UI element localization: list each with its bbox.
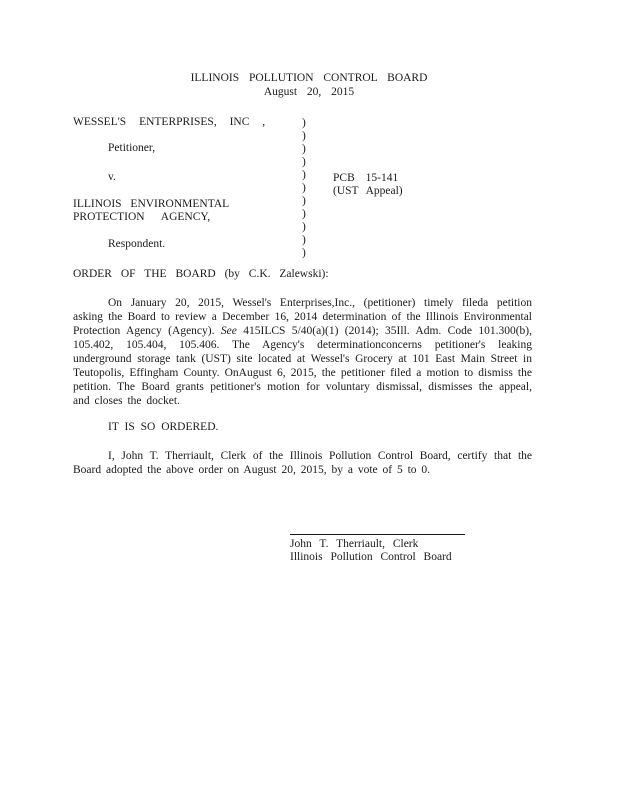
paren: ) — [302, 221, 306, 233]
respondent-role: Respondent. — [108, 238, 166, 250]
board-name: ILLINOIS POLLUTION CONTROL BOARD — [190, 72, 428, 84]
case-type: (UST Appeal) — [333, 185, 403, 197]
order-title: ORDER OF THE BOARD (by C.K. Zalewski): — [73, 268, 329, 280]
paren: ) — [302, 195, 306, 207]
signature-line — [290, 534, 465, 535]
petitioner-role: Petitioner, — [108, 142, 156, 154]
case-number: PCB 15-141 — [333, 172, 399, 184]
paren: ) — [302, 130, 306, 142]
paren: ) — [302, 143, 306, 155]
paragraph-text-b: 415ILCS 5/40(a)(1) (2014); 35Ill. Adm. Code 101.300(b), 105.402, 105.404, 105.406. The Agency's determinationconcerns petitioner's leaking underground storage tank (UST) site located at Wessel's Grocery at 101 East Main Street in Teutopolis, Effingham County. OnAugust 6, 2015, the petitioner filed a motion to dismiss the petition. The Board grants petitioner's motion for voluntary dismissal, dismisses the appeal, and closes the docket. — [73, 325, 532, 407]
citation-signal: See — [220, 325, 237, 337]
paren: ) — [302, 247, 306, 259]
certification-text: I, John T. Therriault, Clerk of the Illinois Pollution Control Board, certify that the Board adopted the above order on August 20, 2015, by a vote of 5 to 0. — [73, 450, 532, 476]
paren: ) — [302, 234, 306, 246]
paren: ) — [302, 182, 306, 194]
order-date: August 20, 2015 — [263, 86, 355, 98]
respondent-name-line2: PROTECTION AGENCY, — [73, 211, 211, 223]
paren: ) — [302, 208, 306, 220]
versus: v. — [108, 171, 116, 183]
petitioner-name: WESSEL'S ENTERPRISES, INC , — [73, 116, 266, 128]
signer-organization: Illinois Pollution Control Board — [290, 551, 452, 563]
so-ordered: IT IS SO ORDERED. — [108, 421, 219, 433]
respondent-name-line1: ILLINOIS ENVIRONMENTAL — [73, 198, 230, 210]
order-paragraph — [73, 296, 532, 408]
paren: ) — [302, 156, 306, 168]
clerk-certification — [73, 449, 532, 477]
paren: ) — [302, 169, 306, 181]
caption-parentheses — [302, 117, 306, 260]
paren: ) — [302, 117, 306, 129]
paragraph-text-a: On January 20, 2015, Wessel's Enterprises,Inc., (petitioner) timely fileda petition asking the Board to review a December 16, 2014 determination of the Illinois Environmental Protection Agency (Agency). — [73, 297, 532, 337]
signer-name: John T. Therriault, Clerk — [290, 538, 419, 550]
